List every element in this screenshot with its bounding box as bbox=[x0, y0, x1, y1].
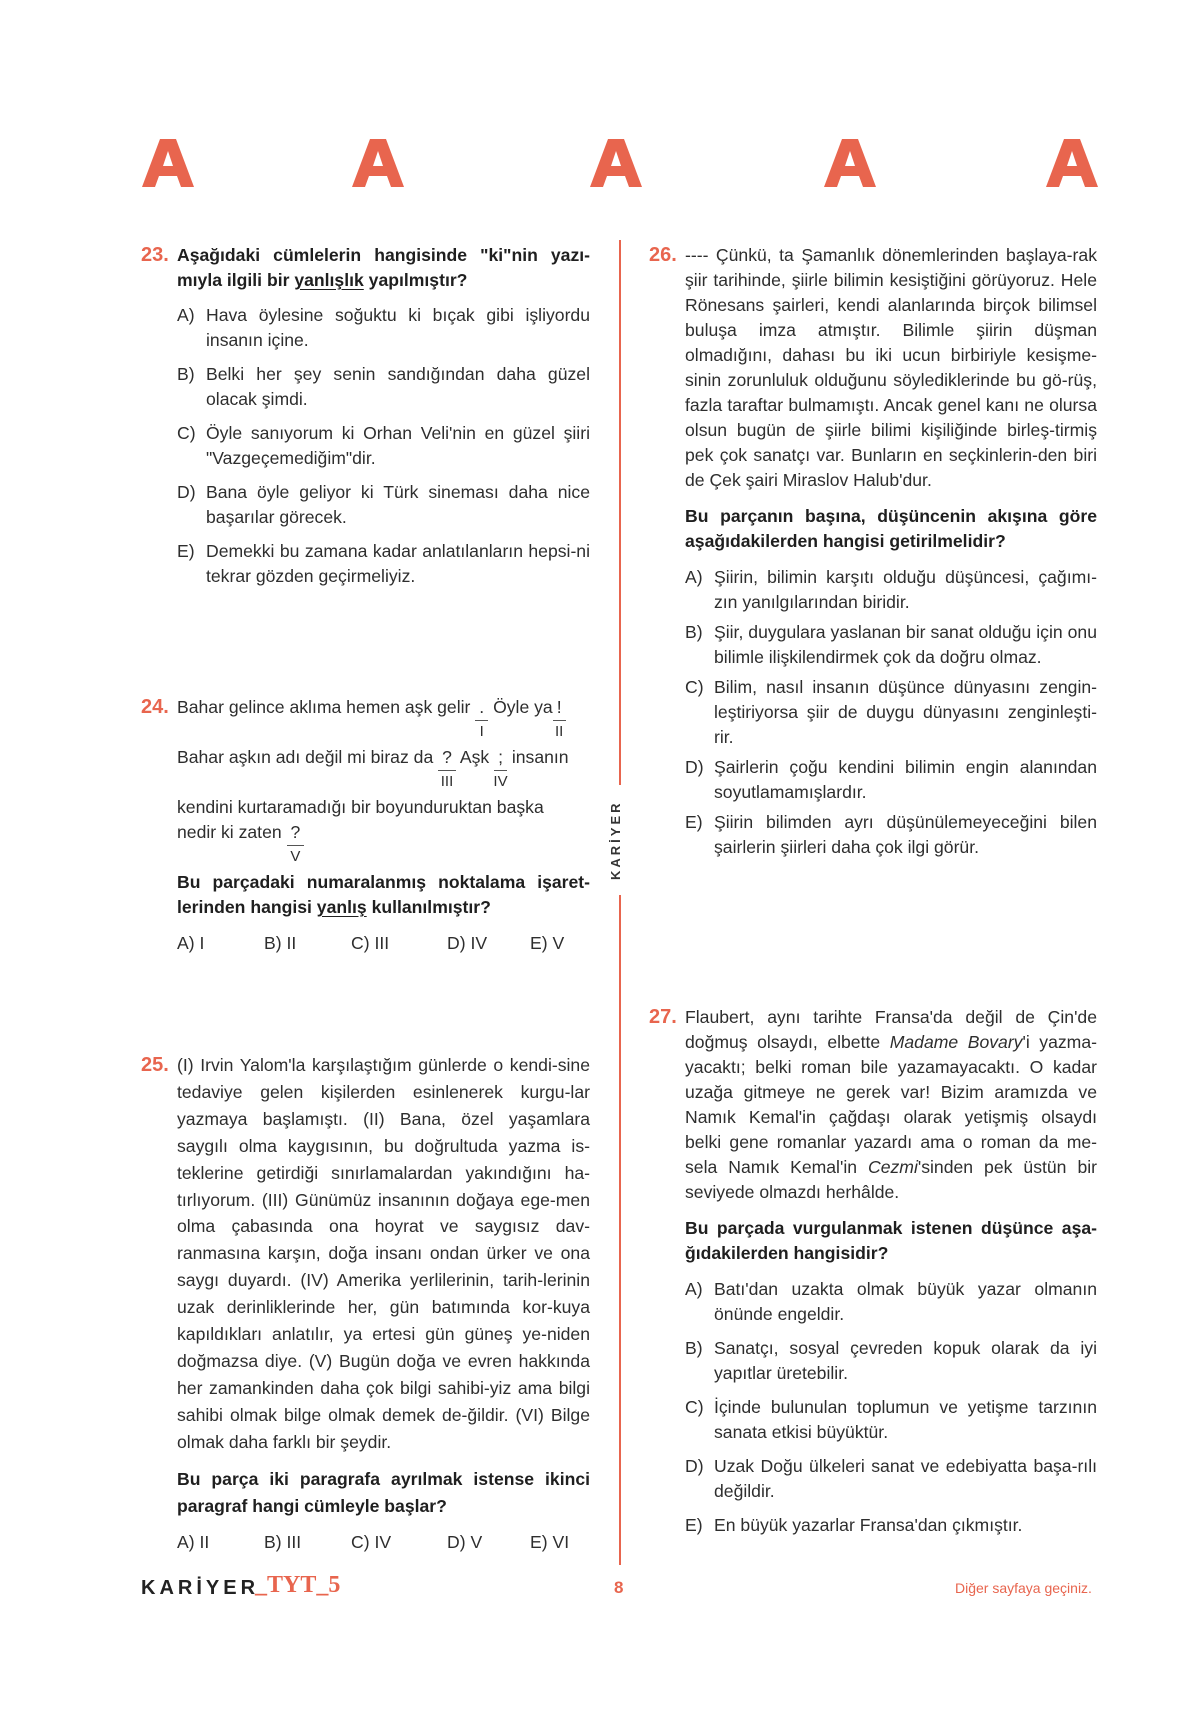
passage-line-1: Bahar gelince aklıma hemen aşk gelir . I Öyle ya ! II bbox=[177, 695, 590, 745]
question-number: 23. bbox=[141, 244, 169, 266]
question-26 bbox=[649, 243, 1097, 860]
question-number: 24. bbox=[141, 696, 169, 718]
option-b[interactable]: B) Sanatçı, sosyal çevreden kopuk olarak da iyi yapıtlar üretebilir. bbox=[685, 1338, 1097, 1383]
footer-series-label: _TYT_5 bbox=[255, 1572, 341, 1598]
header-letter-a-icon bbox=[588, 135, 644, 191]
punctuation-mark-5: ? V bbox=[287, 820, 305, 846]
header-letter-a-icon bbox=[822, 135, 878, 191]
question-23 bbox=[141, 243, 590, 589]
punctuation-mark-4: ; IV bbox=[493, 747, 508, 790]
question-prompt: Bu parça iki paragrafa ayrılmak istense ikinci paragraf hangi cümleyle başlar? bbox=[177, 1468, 590, 1516]
header-letter-a-icon bbox=[1044, 135, 1100, 191]
footer-brand-logo: KARİYER bbox=[141, 1577, 260, 1599]
option-e[interactable]: E) V bbox=[530, 933, 565, 953]
passage-text: ---- Çünkü, ta Şamanlık dönemlerinden başlaya-rak şiir tarihinde, şiirle bilimin kesiştiğini görüyoruz. Hele Rönesans şairleri, kendi alanlarında birçok bilimsel buluşa imza atmıştır. Bilimle şiirin düşman olmadığını, dahası bu iki ucun birbiriyle kesişme-sinin zorunluluk olduğunu söylediklerinde bu gö-rüş, fazla taraftar bulmamıştı. Ancak genel kanı ne olursa olsun bugün de şiirle bilimi kişiliğinde birleş-tirmiş pek çok sanatçı var. Bunların en seçkinlerin-den biri de Çek şairi Miraslov Halub'dur. bbox=[685, 245, 1097, 490]
question-prompt: Bu parçanın başına, düşüncenin akışına göre aşağıdakilerden hangisi getirilmelidir? bbox=[685, 506, 1097, 551]
column-divider-top bbox=[619, 240, 621, 785]
option-d[interactable]: D) Bana öyle geliyor ki Türk sineması daha nice başarılar görecek. bbox=[177, 482, 590, 527]
page-number: 8 bbox=[614, 1578, 624, 1597]
option-e[interactable]: E) VI bbox=[530, 1532, 570, 1553]
question-25 bbox=[141, 1052, 590, 1556]
punctuation-mark-2: ! II bbox=[553, 695, 566, 721]
next-page-notice: Diğer sayfaya geçiniz. bbox=[955, 1580, 1092, 1596]
option-a[interactable]: A) Hava öylesine soğuktu ki bıçak gibi işliyordu insanın içine. bbox=[177, 305, 590, 350]
answer-options bbox=[177, 931, 590, 956]
option-b[interactable]: B) Şiir, duygulara yaslanan bir sanat olduğu için onu bilimle ilişkilendirmek çok da doğru olmaz. bbox=[685, 622, 1097, 667]
passage-text: Flaubert, aynı tarihte Fransa'da değil de Çin'de doğmuş olsaydı, elbette Madame Bovary'i yazma-yacaktı; belki roman bile yazamayacaktı. O kadar uzağa gitmeye ne gerek var! Bizim aramızda ve Namık Kemal'in çağdaşı olarak yetişmiş olsaydı belki gene romanlar yazardı ama o roman da me-sela Namık Kemal'in Cezmi'sinden pek üstün bir seviyede olmazdı herhâlde. bbox=[685, 1007, 1097, 1202]
punctuation-mark-1: . I bbox=[475, 695, 488, 721]
passage-text: (I) Irvin Yalom'la karşılaştığım günlerde o kendi-sine tedaviye gelen kişilerden esinlenerek kurgu-lar yazmaya başlamıştı. (II) Bana, özel yaşamlara saygılı olma kaygısının, bu doğrultuda yazma is-teklerine getirdiği sınırlamalardan yakındığını ha-tırlıyorum. (III) Günümüz insanının doğaya ege-men olma çabasında ona hoyrat ve saygısız dav-ranmasına karşın, doğa insanı ondan ürker ve ona saygı duyardı. (IV) Amerika yerlilerinin, tarih-lerinin uzak derinliklerinde her, gün batımında kor-kuya kapıldıkları anlatılır, ya ertesi gün güneş ye-niden doğmazsa diye. (V) Bugün doğa ve evren hakkında her zamankinden daha çok bilgi sahibi-yiz ama bilgi sahibi olmak bilge olmak demek de-ğildir. (VI) Bilge olmak daha farklı bir şeydir. bbox=[177, 1055, 590, 1452]
question-prompt: Bu parçada vurgulanmak istenen düşünce aşa-ğıdakilerden hangisidir? bbox=[685, 1218, 1097, 1263]
punctuation-mark-3: ? III bbox=[438, 745, 456, 771]
option-c[interactable]: C) IV bbox=[351, 1532, 392, 1553]
option-e[interactable]: E) Demekki bu zamana kadar anlatılanların hepsi-ni tekrar gözden geçirmeliyiz. bbox=[177, 541, 590, 586]
option-a[interactable]: A) II bbox=[177, 1532, 210, 1553]
question-number: 26. bbox=[649, 244, 677, 266]
option-a[interactable]: A) Batı'dan uzakta olmak büyük yazar olmanın önünde engeldir. bbox=[685, 1279, 1097, 1324]
question-number: 27. bbox=[649, 1006, 677, 1028]
passage-line-2: Bahar aşkın adı değil mi biraz da ? III Aşk ; IV insanın bbox=[177, 747, 569, 790]
option-e[interactable]: E) Şiirin bilimden ayrı düşünülemeyeceğini bilen şairlerin şiirleri daha çok ilgi görür. bbox=[685, 812, 1097, 857]
passage-line-3: kendini kurtaramadığı bir boyunduruktan başka bbox=[177, 797, 544, 817]
question-27 bbox=[649, 1005, 1097, 1538]
passage-line-4: nedir ki zaten ? V bbox=[177, 820, 590, 870]
option-a[interactable]: A) I bbox=[177, 933, 205, 953]
question-prompt: Bu parçadaki numaralanmış noktalama işaret-lerinden hangisi yanlış kullanılmıştır? bbox=[177, 872, 590, 917]
side-brand-label: KARİYER bbox=[608, 800, 623, 880]
question-number: 25. bbox=[141, 1054, 169, 1076]
option-c[interactable]: C) III bbox=[351, 933, 390, 953]
option-c[interactable]: C) İçinde bulunulan toplumun ve yetişme tarzının sanata etkisi büyüktür. bbox=[685, 1397, 1097, 1442]
option-d[interactable]: D) IV bbox=[447, 933, 488, 953]
option-d[interactable]: D) Uzak Doğu ülkeleri sanat ve edebiyatta başa-rılı değildir. bbox=[685, 1456, 1097, 1501]
question-stem: Aşağıdaki cümlelerin hangisinde "ki"nin yazı-mıyla ilgili bir yanlışlık yapılmıştır? bbox=[177, 245, 590, 290]
option-c[interactable]: C) Öyle sanıyorum ki Orhan Veli'nin en güzel şiiri "Vazgeçemediğim"dir. bbox=[177, 423, 590, 468]
option-d[interactable]: D) V bbox=[447, 1532, 483, 1553]
option-e[interactable]: E) En büyük yazarlar Fransa'dan çıkmıştır. bbox=[685, 1515, 1023, 1535]
question-24 bbox=[141, 695, 590, 956]
answer-options bbox=[177, 1529, 590, 1556]
column-divider-bottom bbox=[619, 895, 621, 1565]
header-letter-a-icon bbox=[140, 135, 196, 191]
option-c[interactable]: C) Bilim, nasıl insanın düşünce dünyasını zengin-leştiriyorsa şiir de duygu dünyasını zenginleşti-rir. bbox=[685, 677, 1097, 747]
option-b[interactable]: B) Belki her şey senin sandığından daha güzel olacak şimdi. bbox=[177, 364, 590, 409]
option-d[interactable]: D) Şairlerin çoğu kendini bilimin engin alanından soyutlamamışlardır. bbox=[685, 757, 1097, 802]
option-a[interactable]: A) Şiirin, bilimin karşıtı olduğu düşüncesi, çağımı-zın yanılgılarından biridir. bbox=[685, 567, 1097, 612]
option-b[interactable]: B) III bbox=[264, 1532, 302, 1553]
header-letter-a-icon bbox=[350, 135, 406, 191]
option-b[interactable]: B) II bbox=[264, 933, 297, 953]
